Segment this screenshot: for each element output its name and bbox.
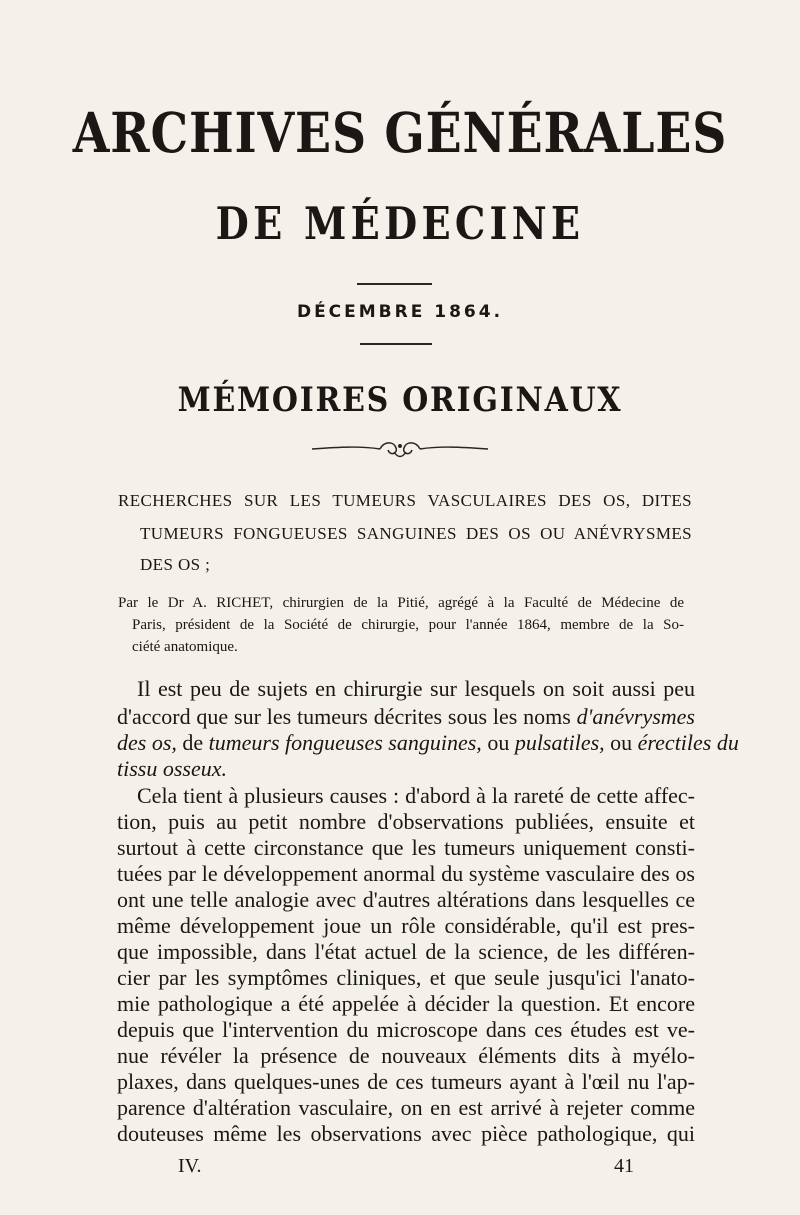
text-run: de [176,730,209,755]
paragraph-line: mie pathologique a été appelée à décider la question. Et encore [117,991,695,1016]
italic-term: d'anévrysmes [576,704,695,729]
paragraph-line: surtout à cette circonstance que les tumeurs uniquement consti- [117,835,695,860]
paragraph-line [117,756,695,782]
text-run: ou [481,730,515,755]
journal-subtitle: DE MÉDECINE [215,197,585,250]
paragraph-line: douteuses même les observations avec pièce pathologique, qui [117,1121,695,1146]
paragraph-line: même développement joue un rôle considérable, qu'il est pres- [117,913,695,938]
italic-term: tumeurs fongueuses sanguines, [208,730,482,755]
signature-mark: IV. [178,1155,202,1177]
article-headline-line: RECHERCHES SUR LES TUMEURS VASCULAIRES DES OS, DITES [118,491,692,510]
paragraph-line: plaxes, dans quelques-unes de ces tumeurs ayant à l'œil nu l'ap- [117,1069,695,1094]
text-run: ou [604,730,638,755]
paragraph-line: Cela tient à plusieurs causes : d'abord à la rareté de cette affec- [137,783,695,808]
paragraph-line: nue révéler la présence de nouveaux éléments dits à myélo- [117,1043,695,1068]
article-headline-line: TUMEURS FONGUEUSES SANGUINES DES OS OU ANÉVRYSMES [140,524,692,543]
paragraph-line: que impossible, dans l'état actuel de la science, de les différen- [117,939,695,964]
issue-date: DÉCEMBRE 1864. [296,302,504,322]
paragraph-line: ont une telle analogie avec d'autres altérations dans lesquelles ce [117,887,695,912]
author-byline-line: Paris, président de la Société de chirurgie, pour l'année 1864, membre de la So- [132,617,684,633]
paragraph-line [117,704,695,730]
author-byline-line: Par le Dr A. RICHET, chirurgien de la Pitié, agrégé à la Faculté de Médecine de [118,595,684,611]
paragraph-line: depuis que l'intervention du microscope dans ces études est ve- [117,1017,695,1042]
text-run: d'accord que sur les tumeurs décrites sous les noms [117,704,577,729]
divider-rule [357,283,432,285]
sheet-number: 41 [614,1155,634,1177]
paragraph-line: Il est peu de sujets en chirurgie sur lesquels on soit aussi peu [137,676,695,701]
italic-term: des os, [117,730,177,755]
author-byline-line: ciété anatomique. [132,639,238,655]
paragraph-line: tuées par le développement anormal du système vasculaire des os [117,861,695,886]
italic-term: érectiles du [637,730,739,755]
article-headline-line: DES OS ; [140,555,211,574]
paragraph-line: cier par les symptômes cliniques, et que seule jusqu'ici l'anato- [117,965,695,990]
italic-term: tissu osseux. [117,756,227,781]
italic-term: pulsatiles, [514,730,605,755]
ornament-flourish [310,436,490,462]
paragraph-line: parence d'altération vasculaire, on en est arrivé à rejeter comme [117,1095,695,1120]
paragraph-line: tion, puis au petit nombre d'observations publiées, ensuite et [117,809,695,834]
paragraph-line [117,730,739,756]
divider-rule [360,343,432,345]
journal-title: ARCHIVES GÉNÉRALES [72,100,728,165]
section-title: MÉMOIRES ORIGINAUX [177,380,623,420]
